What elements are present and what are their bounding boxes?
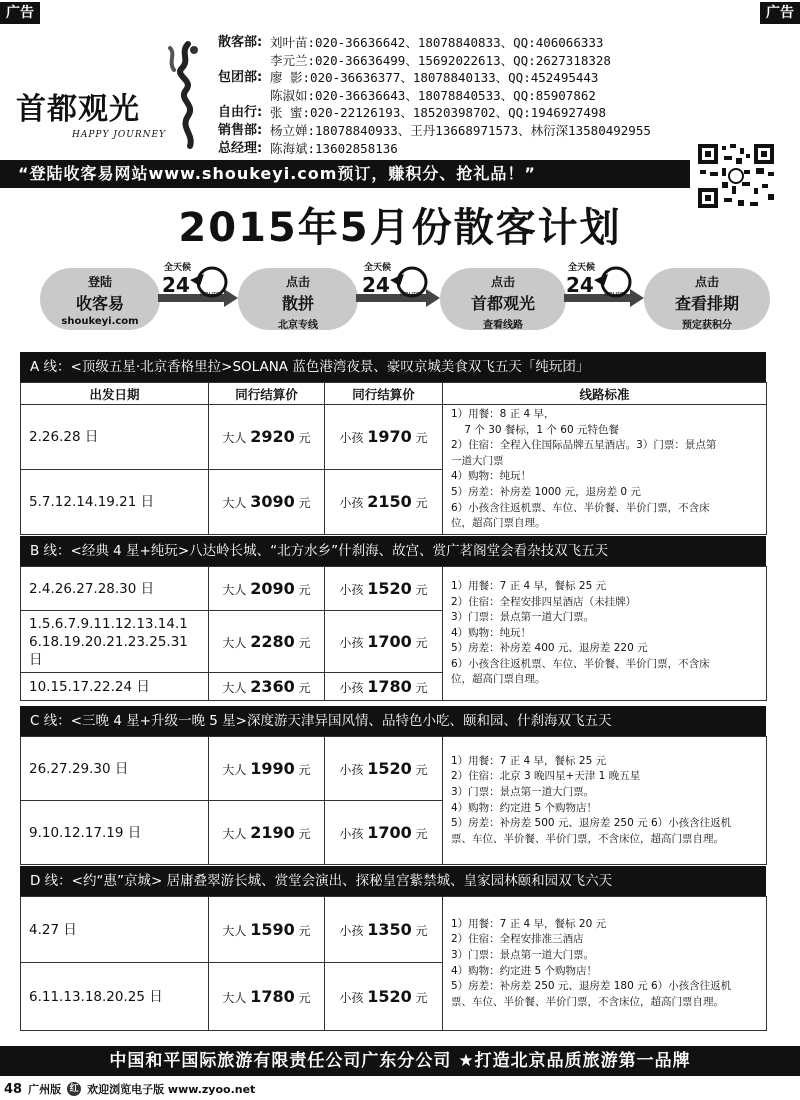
company-footer: 中国和平国际旅游有限责任公司广东分公司 ★打造北京品质旅游第一品牌 bbox=[0, 1046, 800, 1076]
price-unit: 元 bbox=[298, 636, 311, 650]
adult-price-cell bbox=[209, 801, 325, 865]
departure-dates: 2.4.26.27.28.30 日 bbox=[21, 567, 209, 611]
ad-label-left: 广告 bbox=[0, 2, 40, 24]
standard-line: 1）用餐：7 正 4 早，餐标 25 元 bbox=[451, 754, 607, 767]
step-line3: shoukeyi.com bbox=[61, 316, 139, 327]
child-price-cell bbox=[325, 801, 443, 865]
clock-24h-icon bbox=[360, 260, 430, 300]
step-line2: 查看排期 bbox=[674, 294, 739, 313]
badge-number: 24 bbox=[162, 273, 190, 297]
standard-line: 位，超高门票自理。 bbox=[451, 673, 546, 686]
contact-label: 总经理: bbox=[218, 140, 263, 156]
price-label: 大人 bbox=[222, 496, 247, 511]
departure-dates: 4.27 日 bbox=[21, 897, 209, 963]
standard-line: 4）购物：约定进 5 个购物店！ bbox=[451, 801, 598, 814]
contact-label: 自由行: bbox=[218, 105, 263, 121]
adult-price-cell bbox=[209, 611, 325, 673]
price-unit: 元 bbox=[298, 681, 311, 695]
price-label: 小孩 bbox=[339, 496, 364, 511]
price-label: 大人 bbox=[222, 991, 247, 1005]
tour-line-d bbox=[20, 866, 766, 1031]
standard-line: 2）住宿：全程安排准三酒店 bbox=[451, 933, 584, 946]
tour-line-c bbox=[20, 706, 766, 865]
standard-line: 2）住宿：全程安排四星酒店（未挂牌） bbox=[451, 595, 637, 608]
contact-label: 包团部: bbox=[218, 70, 263, 86]
departure-dates: 10.15.17.22.24 日 bbox=[21, 673, 209, 701]
price-unit: 元 bbox=[298, 827, 311, 841]
price-label: 小孩 bbox=[339, 991, 364, 1005]
website-link[interactable]: 欢迎浏览电子版 www.zyoo.net bbox=[87, 1083, 256, 1096]
contact-row bbox=[218, 34, 798, 52]
edition-badge-icon: 红 bbox=[67, 1082, 81, 1096]
departure-dates: 6.11.13.18.20.25 日 bbox=[21, 963, 209, 1031]
child-price: 1700 bbox=[367, 823, 412, 842]
departure-dates: 5.7.12.14.19.21 日 bbox=[21, 469, 209, 534]
price-table bbox=[20, 382, 767, 535]
adult-price: 1590 bbox=[250, 920, 295, 939]
departure-dates: 26.27.29.30 日 bbox=[21, 737, 209, 801]
standard-line: 票、车位、半价餐、半价门票，不含床位，超高门票自理。 bbox=[451, 995, 724, 1008]
price-unit: 元 bbox=[415, 827, 428, 841]
standard-line: 5）房差：补房差 400 元、退房差 220 元 bbox=[451, 642, 648, 655]
adult-price: 3090 bbox=[250, 492, 295, 512]
price-table bbox=[20, 736, 767, 865]
step-brand[interactable] bbox=[440, 268, 566, 330]
adult-price: 2920 bbox=[250, 427, 295, 447]
badge-top: 全天候 bbox=[164, 263, 192, 273]
contact-row bbox=[218, 122, 798, 140]
standard-line: 7 个 30 餐标，1 个 60 元特色餐 bbox=[451, 423, 619, 436]
adult-price: 2280 bbox=[250, 632, 295, 651]
standard-line: 5）房差：补房差 1000 元，退房差 0 元 bbox=[451, 485, 641, 498]
contact-value: 陈淑如:020-36636643、18078840533、QQ:85907862 bbox=[270, 87, 596, 103]
adult-price: 1780 bbox=[250, 987, 295, 1006]
tour-line-a bbox=[20, 352, 766, 535]
page-number: 48 bbox=[4, 1081, 23, 1097]
step-line2: 首都观光 bbox=[470, 294, 535, 313]
adult-price-cell bbox=[209, 963, 325, 1031]
child-price: 1350 bbox=[367, 920, 412, 939]
price-unit: 元 bbox=[298, 763, 311, 777]
badge-unit: hours bbox=[400, 290, 420, 298]
contact-label: 散客部: bbox=[218, 35, 263, 50]
step-schedule[interactable] bbox=[644, 268, 770, 330]
standard-line: 4）购物：纯玩！ bbox=[451, 470, 532, 483]
adult-price: 2190 bbox=[250, 823, 295, 842]
badge-number: 24 bbox=[362, 273, 390, 297]
adult-price: 2360 bbox=[250, 677, 295, 696]
contact-value: 李元兰:020-36636499、15692022613、QQ:2627318328 bbox=[270, 52, 611, 68]
adult-price-cell bbox=[209, 567, 325, 611]
route-standard bbox=[443, 897, 767, 1031]
standard-line: 一道大门票 bbox=[451, 454, 504, 467]
price-label: 大人 bbox=[222, 681, 247, 695]
promo-banner: “登陆收客易网站www.shoukeyi.com预订，赚积分、抢礼品！” bbox=[0, 160, 690, 188]
adult-price-cell bbox=[209, 405, 325, 470]
price-unit: 元 bbox=[415, 431, 428, 446]
standard-line: 1）用餐：8 正 4 早， bbox=[451, 408, 555, 420]
contact-value: 张 蜜:020-22126193、18520398702、QQ:1946927498 bbox=[270, 105, 606, 121]
child-price: 1780 bbox=[367, 677, 412, 696]
price-label: 大人 bbox=[222, 827, 247, 841]
header-standard: 线路标准 bbox=[443, 383, 767, 405]
swirl-logo-icon bbox=[160, 40, 206, 150]
header-date: 出发日期 bbox=[21, 383, 209, 405]
contact-value: 陈海斌:13602858136 bbox=[270, 140, 398, 156]
contact-label bbox=[218, 87, 270, 105]
badge-top: 全天候 bbox=[364, 263, 392, 273]
standard-line: 6）小孩含往返机票、车位、半价餐、半价门票，不含床 bbox=[451, 501, 710, 514]
header-adult: 同行结算价 bbox=[209, 383, 325, 405]
standard-line: 6）小孩含往返机票、车位、半价餐、半价门票，不含床 bbox=[451, 657, 710, 670]
standard-line: 2）住宿：全程入住国际品牌五星酒店。3）门票：景点第 bbox=[451, 439, 717, 452]
contact-label bbox=[218, 52, 270, 70]
contact-label: 销售部: bbox=[218, 122, 263, 138]
standard-line: 1）用餐：7 正 4 早，餐标 20 元 bbox=[451, 917, 607, 930]
step-line1: 点击 bbox=[694, 275, 719, 289]
price-table bbox=[20, 566, 767, 701]
header-child: 同行结算价 bbox=[325, 383, 443, 405]
price-unit: 元 bbox=[298, 924, 311, 938]
price-label: 大人 bbox=[222, 583, 247, 597]
price-table bbox=[20, 896, 767, 1031]
standard-line: 5）房差：补房差 250 元、退房差 180 元 6）小孩含往返机 bbox=[451, 980, 732, 993]
departure-dates: 9.10.12.17.19 日 bbox=[21, 801, 209, 865]
standard-line: 票、车位、半价餐、半价门票，不含床位，超高门票自理。 bbox=[451, 832, 724, 845]
contact-row bbox=[218, 69, 798, 87]
brand-name: 首都观光 bbox=[16, 92, 140, 127]
child-price-cell bbox=[325, 405, 443, 470]
clock-24h-icon bbox=[160, 260, 230, 300]
line-title: B 线：<经典 4 星+纯玩>八达岭长城、“北方水乡”什刹海、故宫、赏广茗阁堂会看杂技双飞五天 bbox=[20, 536, 766, 566]
price-unit: 元 bbox=[298, 991, 311, 1005]
child-price: 2150 bbox=[367, 492, 412, 512]
page-footer bbox=[4, 1080, 255, 1098]
standard-line: 4）购物：纯玩！ bbox=[451, 626, 532, 639]
child-price: 1520 bbox=[367, 579, 412, 598]
clock-24h-icon bbox=[564, 260, 634, 300]
step-line1: 登陆 bbox=[87, 275, 112, 289]
price-label: 小孩 bbox=[339, 924, 364, 938]
price-label: 大人 bbox=[222, 431, 247, 446]
badge-unit: hours bbox=[200, 290, 220, 298]
line-title: C 线：<三晚 4 星+升级一晚 5 星>深度游天津异国风情、品特色小吃、颐和园、什刹海双飞五天 bbox=[20, 706, 766, 736]
price-label: 小孩 bbox=[339, 763, 364, 777]
departure-dates: 1.5.6.7.9.11.12.13.14.16.18.19.20.21.23.25.31 日 bbox=[21, 611, 209, 673]
child-price-cell bbox=[325, 469, 443, 534]
price-label: 大人 bbox=[222, 763, 247, 777]
contact-row bbox=[218, 104, 798, 122]
child-price-cell bbox=[325, 673, 443, 701]
line-title: A 线：<顶级五星·北京香格里拉>SOLANA 蓝色港湾夜景、豪叹京城美食双飞五天「纯玩团」 bbox=[20, 352, 766, 382]
contact-value: 刘叶苗:020-36636642、18078840833、QQ:406066333 bbox=[270, 35, 604, 50]
price-label: 小孩 bbox=[339, 827, 364, 841]
price-label: 小孩 bbox=[339, 636, 364, 650]
step-line1: 点击 bbox=[490, 275, 515, 289]
step-line2: 收客易 bbox=[75, 294, 124, 313]
step-line3: 预定获积分 bbox=[682, 320, 732, 331]
price-unit: 元 bbox=[298, 431, 311, 446]
price-unit: 元 bbox=[415, 991, 428, 1005]
price-unit: 元 bbox=[415, 583, 428, 597]
price-unit: 元 bbox=[415, 636, 428, 650]
step-line3: 北京专线 bbox=[278, 320, 318, 331]
badge-number: 24 bbox=[566, 273, 594, 297]
standard-line: 5）房差：补房差 500 元、退房差 250 元 6）小孩含往返机 bbox=[451, 817, 732, 830]
price-label: 小孩 bbox=[339, 583, 364, 597]
child-price-cell bbox=[325, 897, 443, 963]
step-login[interactable] bbox=[40, 268, 160, 330]
contact-row bbox=[218, 87, 798, 105]
price-unit: 元 bbox=[415, 496, 428, 511]
edition-label: 广州版 bbox=[28, 1083, 62, 1096]
brand-logo bbox=[10, 40, 210, 150]
standard-line: 3）门票：景点第一道大门票。 bbox=[451, 785, 595, 798]
badge-top: 全天候 bbox=[568, 263, 596, 273]
adult-price: 2090 bbox=[250, 579, 295, 598]
table-row bbox=[21, 737, 767, 801]
contact-value: 杨立婵:18078840933、王丹13668971573、林衍深13580492955 bbox=[270, 122, 651, 138]
child-price-cell bbox=[325, 611, 443, 673]
table-row bbox=[21, 405, 767, 470]
ad-label-right: 广告 bbox=[760, 2, 800, 24]
price-unit: 元 bbox=[415, 924, 428, 938]
departure-dates: 2.26.28 日 bbox=[21, 405, 209, 470]
contact-list bbox=[218, 34, 798, 157]
child-price: 1700 bbox=[367, 632, 412, 651]
adult-price-cell bbox=[209, 737, 325, 801]
standard-line: 3）门票：景点第一道大门票。 bbox=[451, 611, 595, 624]
step-group-tour[interactable] bbox=[238, 268, 358, 330]
line-title: D 线：<约“惠”京城> 居庸叠翠游长城、赏堂会演出、探秘皇宫紫禁城、皇家园林颐和园双飞六天 bbox=[20, 866, 766, 896]
child-price: 1970 bbox=[367, 427, 412, 447]
contact-value: 廖 影:020-36636377、18078840133、QQ:452495443 bbox=[270, 70, 599, 86]
child-price-cell bbox=[325, 567, 443, 611]
standard-line: 1）用餐：7 正 4 早，餐标 25 元 bbox=[451, 579, 607, 592]
price-unit: 元 bbox=[415, 763, 428, 777]
step-line2: 散拼 bbox=[281, 294, 314, 313]
standard-line: 3）门票：景点第一道大门票。 bbox=[451, 948, 595, 961]
price-label: 大人 bbox=[222, 636, 247, 650]
price-label: 小孩 bbox=[339, 431, 364, 446]
step-line3: 查看线路 bbox=[483, 320, 523, 331]
tour-line-b bbox=[20, 536, 766, 701]
adult-price-cell bbox=[209, 673, 325, 701]
route-standard bbox=[443, 567, 767, 701]
route-standard bbox=[443, 405, 767, 535]
page-title: 2015年5月份散客计划 bbox=[178, 205, 622, 251]
table-row bbox=[21, 567, 767, 611]
brand-slogan: HAPPY JOURNEY bbox=[72, 130, 166, 140]
adult-price-cell bbox=[209, 469, 325, 534]
adult-price-cell bbox=[209, 897, 325, 963]
child-price: 1520 bbox=[367, 759, 412, 778]
price-label: 大人 bbox=[222, 924, 247, 938]
standard-line: 2）住宿：北京 3 晚四星+天津 1 晚五星 bbox=[451, 770, 641, 783]
child-price-cell bbox=[325, 963, 443, 1031]
step-line1: 点击 bbox=[285, 275, 310, 289]
contact-row bbox=[218, 52, 798, 70]
header bbox=[0, 24, 800, 156]
standard-line: 4）购物：约定进 5 个购物店！ bbox=[451, 964, 598, 977]
price-unit: 元 bbox=[415, 681, 428, 695]
table-row bbox=[21, 897, 767, 963]
price-unit: 元 bbox=[298, 583, 311, 597]
route-standard bbox=[443, 737, 767, 865]
standard-line: 位，超高门票自理。 bbox=[451, 517, 546, 530]
adult-price: 1990 bbox=[250, 759, 295, 778]
child-price: 1520 bbox=[367, 987, 412, 1006]
price-label: 小孩 bbox=[339, 681, 364, 695]
price-unit: 元 bbox=[298, 496, 311, 511]
booking-steps bbox=[40, 260, 780, 340]
child-price-cell bbox=[325, 737, 443, 801]
badge-unit: hours bbox=[604, 290, 624, 298]
